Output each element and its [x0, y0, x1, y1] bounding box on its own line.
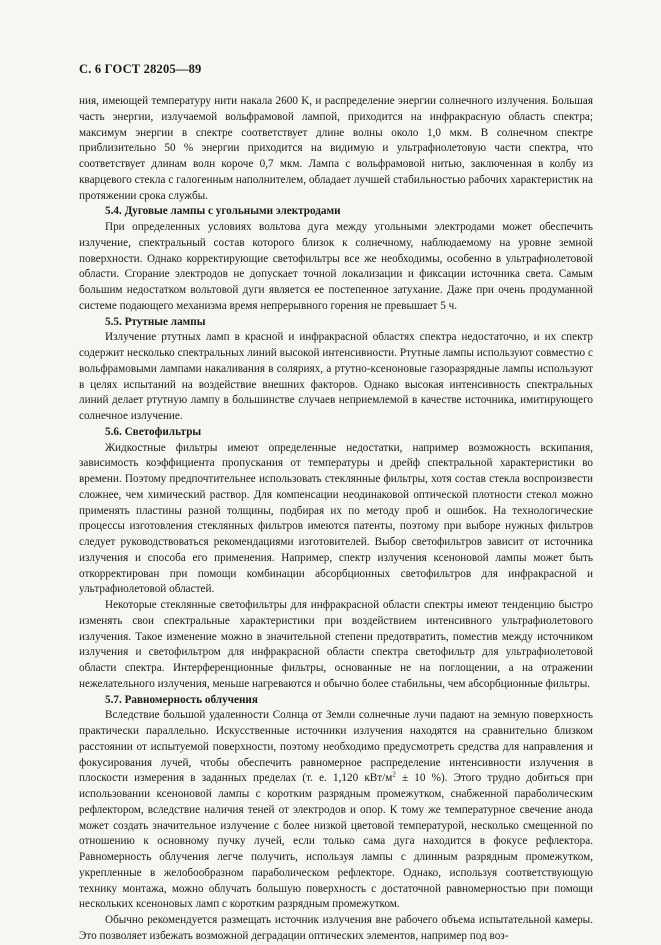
- page-body: [79, 94, 593, 945]
- section-5-5-paragraph: Излучение ртутных ламп в красной и инфракрасной областях спектра недостаточно, и их спектр содержит несколько спектральных линий высокой интенсивности. Ртутные лампы используют совместно с вольфрамовыми лампами накаливания в соляриях, а ртутно-ксеноновые газоразрядные лампы используют в целях испытаний на воздействие внешних факторов. Однако высокая интенсивность спектральных линий делает ртутную лампу в большинстве случаев неприемлемой в качестве источника, имитирующего солнечное излучение.: [79, 331, 593, 422]
- section-5-6-heading: 5.6. Светофильтры: [105, 425, 202, 438]
- superscript: 2: [392, 770, 396, 779]
- section-5-7-heading: 5.7. Равномерность облучения: [105, 693, 258, 706]
- section-5-4-paragraph: При определенных условиях вольтова дуга между угольными электродами может обеспечить излучение, спектральный состав которого близок к солнечному, наблюдаемому на уровне земной поверхности. Однако корректирующие светофильтры все же необходимы, особенно в ультрафиолетовой области. Сгорание электродов не допускает точной локализации и фиксации источника света. Самым большим недостатком вольтовой дуги является ее постепенное затухание. Даже при очень продуманной системе подающего механизма время непрерывного горения не превышает 5 ч.: [79, 221, 593, 312]
- section-5-4-heading: 5.4. Дуговые лампы с угольными электродами: [105, 205, 341, 218]
- section-5-7-paragraph-1: [79, 708, 593, 913]
- section-5-6-paragraph-1: Жидкостные фильтры имеют определенные недостатки, например возможность вскипания, зависимость коэффициента пропускания от температуры и дрейф спектральной характеристики во времени. Поэтому предпочтительнее использовать стеклянные фильтры, хотя состав стекла воспроизвести сложнее, чем химический раствор. Для компенсации неодинаковой оптической плотности стекол можно применять пластины разной толщины, подбирая их по методу проб и ошибок. На технологические процессы изготовления стеклянных фильтров имеются патенты, поэтому при выборе нужных фильтров следует руководствоваться рекомендациями изготовителей. Выбор светофильтров зависит от источника излучения и способа его применения. Например, спектр излучения ксеноновой лампы может быть откорректирован при помощи комбинации абсорбционных светофильтров для инфракрасной и ультрафиолетовой областей.: [79, 441, 593, 596]
- paragraph-intro: ния, имеющей температуру нити накала 2600 K, и распределение энергии солнечного излучения. Большая часть энергии, излучаемой вольфрамовой лампой, приходится на инфракрасную область спектра; максимум энергии в спектре соответствует длине волны около 1,0 мкм. В солнечном спектре приблизительно 50 % энергии приходится на видимую и ультрафиолетовую части спектра, что соответствует длинам волн короче 0,7 мкм. Лампа с вольфрамовой нитью, заключенная в колбу из кварцевого стекла с галогенным наполнителем, обладает лучшей стабильностью рабочих характеристик на протяжении срока службы.: [79, 95, 593, 202]
- paragraph-text-part: ± 10 %). Этого трудно добиться при использовании ксеноновой лампы с коротким разрядным промежутком, снабженной параболическим рефлектором, вследствие наличия теней от электродов и опор. К тому же температурное свечение анода может создать значительное излучение с более низкой цветовой температурой, несколько смещенной по отношению к основному пучку лучей, если только сама дуга находится в фокусе рефлектора. Равномерность облучения легче получить, используя лампы с длинным разрядным промежутком, укрепленные в желобообразном параболическом рефлекторе. Однако, используя соответствующую технику монтажа, можно облучать большую поверхность с достаточной равномерностью при помощи нескольких ксеноновых ламп с коротким разрядным промежутком.: [79, 772, 594, 911]
- page-header: С. 6 ГОСТ 28205—89: [79, 62, 202, 76]
- paragraph-text-part: Вследствие большой удаленности Солнца от Земли солнечные лучи падают на земную поверхность практически параллельно. Искусственные источники излучения находятся на сравнительно близком расстоянии от испытуемой поверхности, поэтому необходимо предусмотреть средства для направления и фокусирования лучей, чтобы обеспечить равномерное распределение интенсивности излучения в плоскости измерения в заданных пределах (т. е. 1,120 кВт/м: [79, 709, 593, 785]
- section-5-5-heading: 5.5. Ртутные лампы: [105, 315, 206, 328]
- section-5-6-paragraph-2: Некоторые стеклянные светофильтры для инфракрасной области спектры имеют тенденцию быстро изменять свои спектральные характеристики при воздействием интенсивного ультрафиолетового излучения. Такое изменение можно в значительной степени предотвратить, поместив между источником излучения и светофильтром для инфракрасной области спектра светофильтр для ультрафиолетовой области спектра. Интерференционные фильтры, основанные не на поглощении, а на отражении нежелательного излучения, меньше нагреваются и обычно более стабильны, чем абсорбционные фильтры.: [79, 599, 593, 690]
- section-5-7-paragraph-2: Обычно рекомендуется размещать источник излучения вне рабочего объема испытательной камеры. Это позволяет избежать возможной деградации оптических элементов, например под воз-: [79, 914, 593, 942]
